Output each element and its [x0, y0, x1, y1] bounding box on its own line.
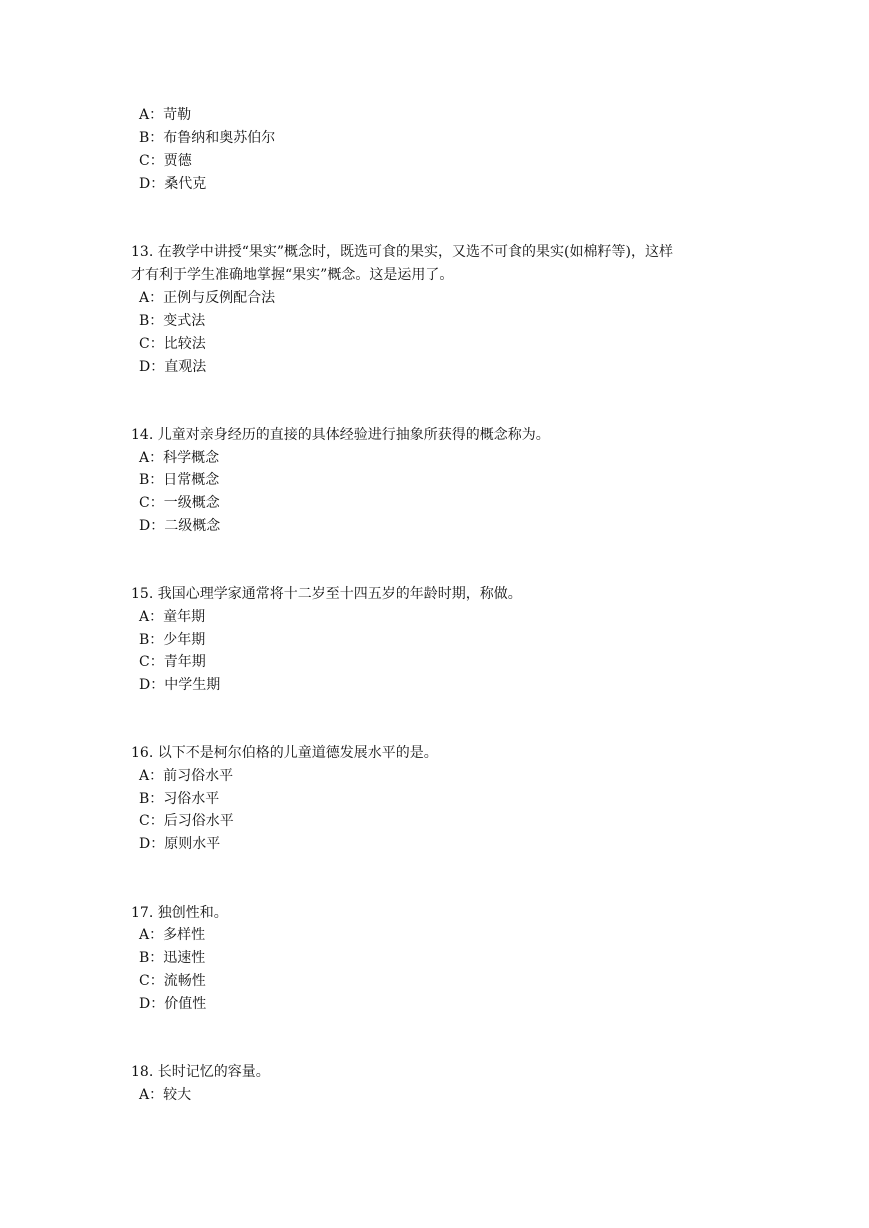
- option-c: C：青年期: [139, 654, 206, 670]
- option-a: A：多样性: [139, 927, 206, 943]
- option-a: A：前习俗水平: [139, 768, 234, 784]
- option-b: B：习俗水平: [139, 791, 220, 807]
- option-a: A：科学概念: [139, 450, 220, 466]
- option-b: B：日常概念: [139, 472, 220, 488]
- option-b: B：少年期: [139, 632, 206, 648]
- option-d: D：中学生期: [139, 677, 221, 693]
- question-13-line-2: 才有利于学生准确地掌握“果实”概念。这是运用了。: [131, 267, 454, 283]
- option-d: D：价值性: [139, 996, 207, 1012]
- option-b: B：变式法: [139, 313, 206, 329]
- option-c: C：贾德: [139, 153, 192, 169]
- question-17: 17. 独创性和。: [131, 905, 228, 921]
- option-c: C：比较法: [139, 336, 206, 352]
- question-14: 14. 儿童对亲身经历的直接的具体经验进行抽象所获得的概念称为。: [131, 427, 550, 443]
- option-d: D：直观法: [139, 359, 207, 375]
- option-a: A：较大: [139, 1087, 192, 1103]
- option-c: C：后习俗水平: [139, 813, 234, 829]
- option-c: C：流畅性: [139, 973, 206, 989]
- option-d: D：二级概念: [139, 518, 221, 534]
- question-15: 15. 我国心理学家通常将十二岁至十四五岁的年龄时期，称做。: [131, 586, 522, 602]
- option-b: B：布鲁纳和奥苏伯尔: [139, 130, 276, 146]
- option-a: A：正例与反例配合法: [139, 290, 276, 306]
- question-18: 18. 长时记忆的容量。: [131, 1064, 270, 1080]
- option-c: C：一级概念: [139, 495, 220, 511]
- option-d: D：桑代克: [139, 176, 207, 192]
- question-16: 16. 以下不是柯尔伯格的儿童道德发展水平的是。: [131, 745, 438, 761]
- option-a: A：童年期: [139, 609, 206, 625]
- question-13-line-1: 13. 在教学中讲授“果实”概念时，既选可食的果实，又选不可食的果实(如棉籽等)，这样: [131, 244, 673, 260]
- option-a: A：苛勒: [139, 107, 192, 123]
- option-b: B：迅速性: [139, 950, 206, 966]
- option-d: D：原则水平: [139, 836, 221, 852]
